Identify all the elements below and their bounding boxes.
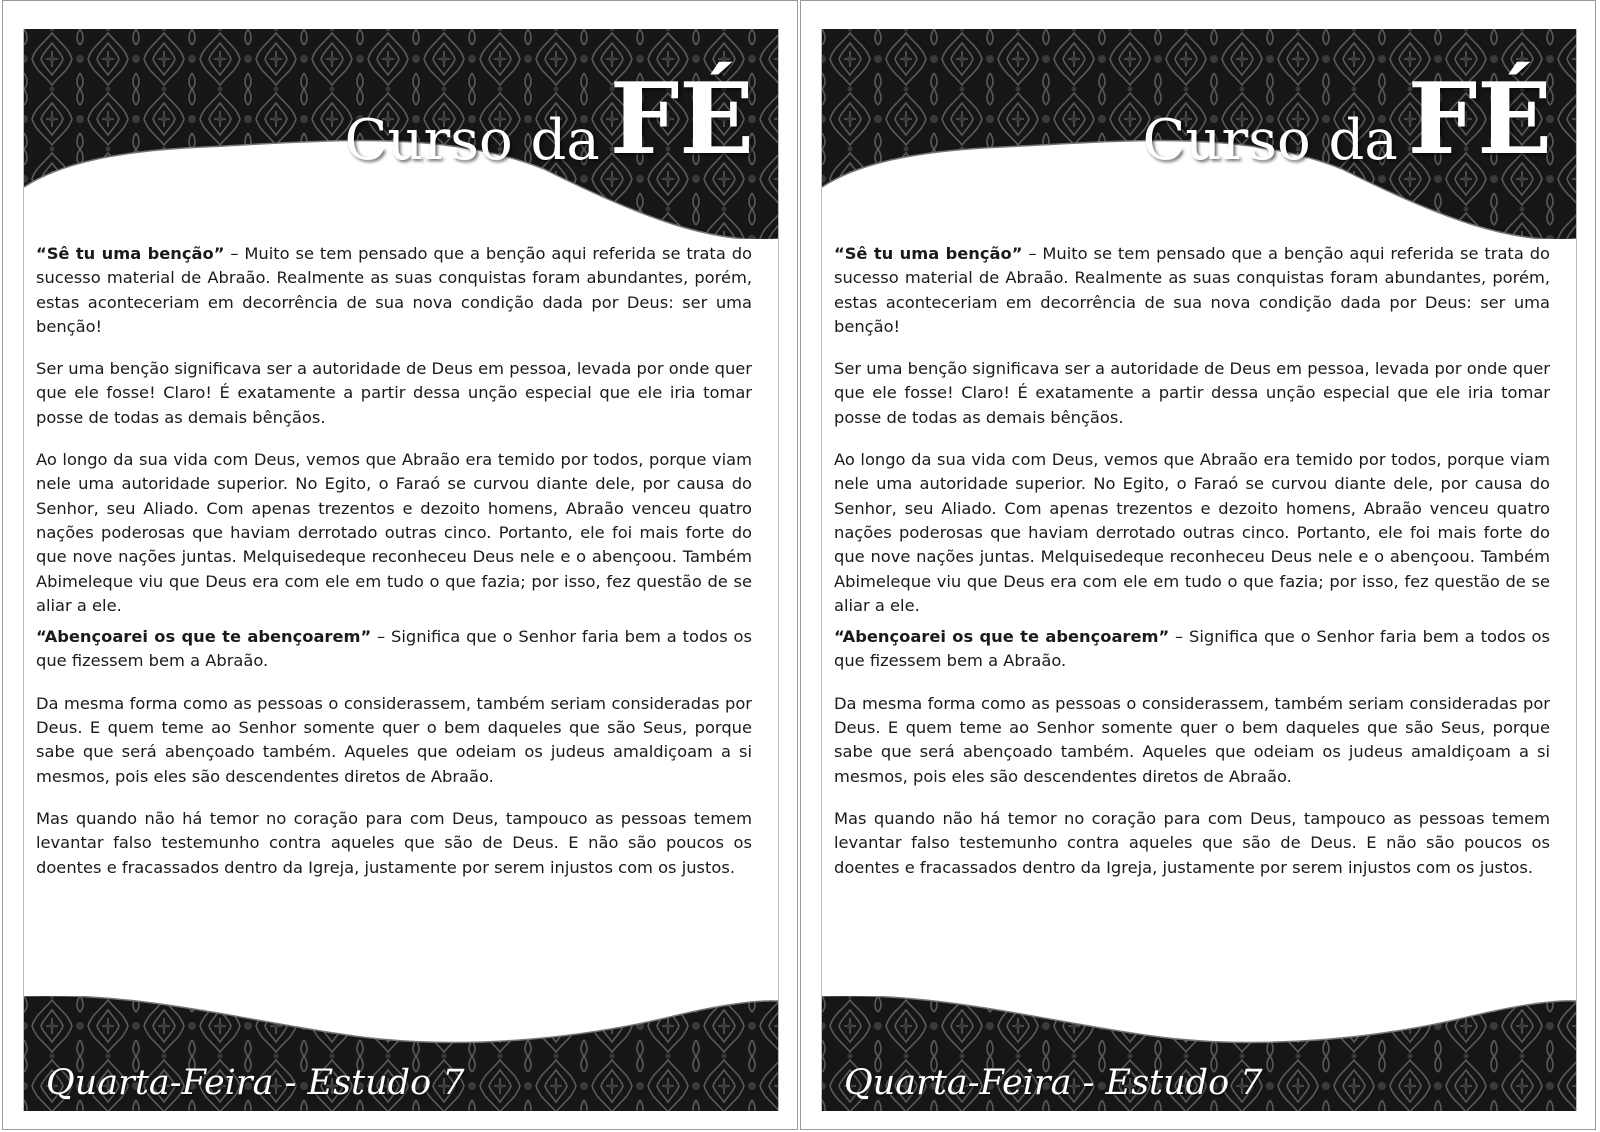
flyer-page <box>23 29 779 1111</box>
paragraph-4-heading: “Abençoarei os que te abençoarem” <box>834 627 1170 647</box>
paragraph-2: Ser uma benção significava ser a autoridade de Deus em pessoa, levada por onde quer que ele fosse! Claro! É exatamente a partir dessa unção especial que ele iria tomar posse de todas as demais bênçãos. <box>834 359 1550 427</box>
course-title-prefix: Curso da <box>1142 108 1398 173</box>
paragraph-4 <box>36 625 752 674</box>
paragraph-2: Ser uma benção significava ser a autoridade de Deus em pessoa, levada por onde quer que ele fosse! Claro! É exatamente a partir dessa unção especial que ele iria tomar posse de todas as demais bênçãos. <box>36 359 752 427</box>
study-text <box>834 242 1550 898</box>
footer-study-label: Quarta-Feira - Estudo 7 <box>46 1063 465 1103</box>
paragraph-5: Da mesma forma como as pessoas o considerassem, também seriam consideradas por Deus. E quem teme ao Senhor somente quer o bem daqueles que são Seus, porque sabe que será abençoado também. Aqueles que odeiam os judeus amaldiçoam a si mesmos, pois eles são descendentes diretos de Abraão. <box>834 693 1550 786</box>
paragraph-5: Da mesma forma como as pessoas o considerassem, também seriam consideradas por Deus. E quem teme ao Senhor somente quer o bem daqueles que são Seus, porque sabe que será abençoado também. Aqueles que odeiam os judeus amaldiçoam a si mesmos, pois eles são descendentes diretos de Abraão. <box>36 693 752 786</box>
paragraph-3: Ao longo da sua vida com Deus, vemos que Abraão era temido por todos, porque viam nele uma autoridade superior. No Egito, o Faraó se curvou diante dele, por causa do Senhor, seu Aliado. Com apenas trezentos e dezoito homens, Abraão venceu quatro nações poderosas que haviam derrotado outras cinco. Portanto, ele foi mais forte do que nove nações juntas. Melquisedeque reconheceu Deus nele e o abençoou. Também Abimeleque viu que Deus era com ele em tudo o que fazia; por isso, fez questão de se aliar a ele. <box>834 450 1550 615</box>
paragraph-1-text: – Muito se tem pensado que a benção aqui referida se trata do sucesso material de Abraão. Realmente as suas conquistas foram abundantes, porém, estas aconteceriam em decorrência de sua nova condição dada por Deus: ser uma benção! <box>36 244 752 336</box>
course-title-fe: FÉ <box>1407 62 1552 177</box>
study-text <box>36 242 752 898</box>
course-title <box>344 62 754 177</box>
course-title <box>1142 62 1552 177</box>
paragraph-1 <box>834 242 1550 339</box>
flyer-sheet-left <box>2 0 798 1130</box>
paragraph-6: Mas quando não há temor no coração para com Deus, tampouco as pessoas temem levantar falso testemunho contra aqueles que são de Deus. E não são poucos os doentes e fracassados dentro da Igreja, justamente por serem injustos com os justos. <box>834 808 1550 877</box>
paragraph-1 <box>36 242 752 339</box>
paragraph-4-heading: “Abençoarei os que te abençoarem” <box>36 627 372 647</box>
paragraph-1-heading: “Sê tu uma benção” <box>36 244 225 263</box>
paragraph-4 <box>834 625 1550 674</box>
flyer-page <box>821 29 1577 1111</box>
paragraph-4-text: – Significa que o Senhor faria bem a todos os que fizessem bem a Abraão. <box>834 627 1550 671</box>
course-title-fe: FÉ <box>609 62 754 177</box>
flyer-sheet-right <box>800 0 1596 1130</box>
course-title-prefix: Curso da <box>344 108 600 173</box>
paragraph-6: Mas quando não há temor no coração para com Deus, tampouco as pessoas temem levantar falso testemunho contra aqueles que são de Deus. E não são poucos os doentes e fracassados dentro da Igreja, justamente por serem injustos com os justos. <box>36 808 752 877</box>
footer-study-label: Quarta-Feira - Estudo 7 <box>844 1063 1263 1103</box>
paragraph-1-heading: “Sê tu uma benção” <box>834 244 1023 263</box>
paragraph-3: Ao longo da sua vida com Deus, vemos que Abraão era temido por todos, porque viam nele uma autoridade superior. No Egito, o Faraó se curvou diante dele, por causa do Senhor, seu Aliado. Com apenas trezentos e dezoito homens, Abraão venceu quatro nações poderosas que haviam derrotado outras cinco. Portanto, ele foi mais forte do que nove nações juntas. Melquisedeque reconheceu Deus nele e o abençoou. Também Abimeleque viu que Deus era com ele em tudo o que fazia; por isso, fez questão de se aliar a ele. <box>36 450 752 615</box>
paragraph-4-text: – Significa que o Senhor faria bem a todos os que fizessem bem a Abraão. <box>36 627 752 671</box>
paragraph-1-text: – Muito se tem pensado que a benção aqui referida se trata do sucesso material de Abraão. Realmente as suas conquistas foram abundantes, porém, estas aconteceriam em decorrência de sua nova condição dada por Deus: ser uma benção! <box>834 244 1550 336</box>
